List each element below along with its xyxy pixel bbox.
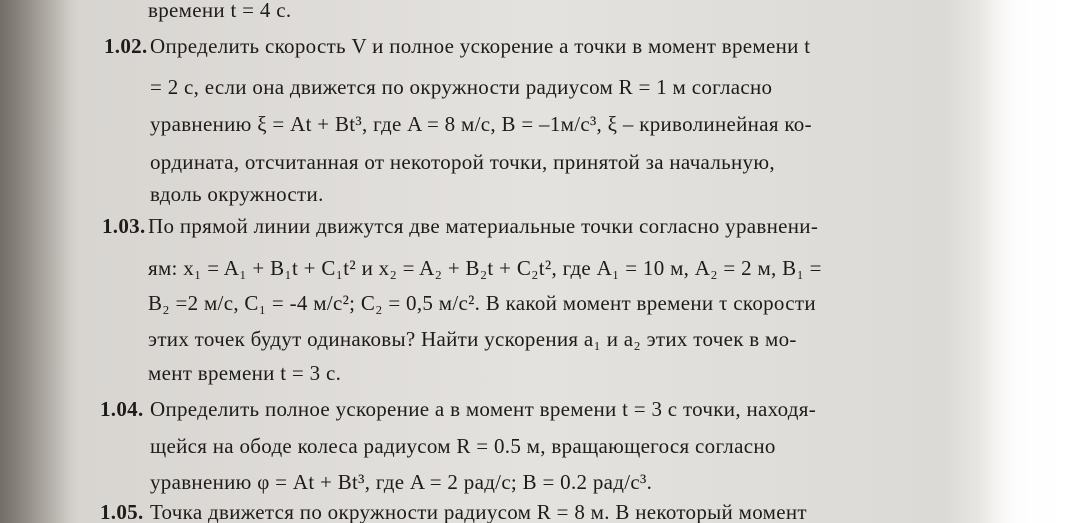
problem-number-1-03: 1.03. [102, 214, 146, 238]
problem-1-05-line-1: Точка движется по окружности радиусом R = 8 м. В некоторый момент [150, 500, 807, 523]
problem-1-02-line-4: ордината, отсчитанная от некоторой точки, принятой за начальную, [150, 150, 775, 174]
problem-1-02-line-1: Определить скорость V и полное ускорение a точки в момент времени t [150, 34, 811, 58]
problem-1-03-line-5: мент времени t = 3 с. [148, 361, 342, 385]
problem-1-02-line-3: уравнению ξ = At + Bt³, где A = 8 м/с, B = –1м/с³, ξ – криволинейная ко- [150, 112, 812, 136]
page-edge-shadow [0, 0, 70, 523]
problem-1-03-line-1: По прямой линии движутся две материальные точки согласно уравнени- [148, 214, 819, 238]
problem-1-02-line-2: = 2 с, если она движется по окружности радиусом R = 1 м согласно [150, 75, 773, 99]
problem-1-04-line-3: уравнению φ = At + Bt³, где A = 2 рад/с; B = 0.2 рад/с³. [150, 470, 653, 494]
problem-1-03-line-3: B₂ =2 м/с, C₁ = -4 м/с²; C₂ = 0,5 м/с². В какой момент времени τ скорости [148, 291, 816, 315]
problem-1-02-line-5: вдоль окружности. [150, 182, 324, 206]
prev-problem-tail: времени t = 4 с. [148, 0, 292, 22]
problem-1-03-line-4: этих точек будут одинаковы? Найти ускорения a₁ и a₂ этих точек в мо- [148, 327, 797, 351]
problem-1-04-line-1: Определить полное ускорение a в момент времени t = 3 с точки, находя- [150, 397, 817, 421]
right-margin-glare [979, 0, 1074, 523]
problem-number-1-02: 1.02. [104, 34, 148, 58]
problem-1-04-line-2: щейся на ободе колеса радиусом R = 0.5 м, вращающегося согласно [150, 434, 776, 458]
problem-number-1-05: 1.05. [100, 500, 144, 523]
problem-1-03-line-2: ям: x₁ = A₁ + B₁t + C₁t² и x₂ = A₂ + B₂t + C₂t², где A₁ = 10 м, A₂ = 2 м, B₁ = [148, 256, 822, 280]
problem-number-1-04: 1.04. [100, 397, 144, 421]
